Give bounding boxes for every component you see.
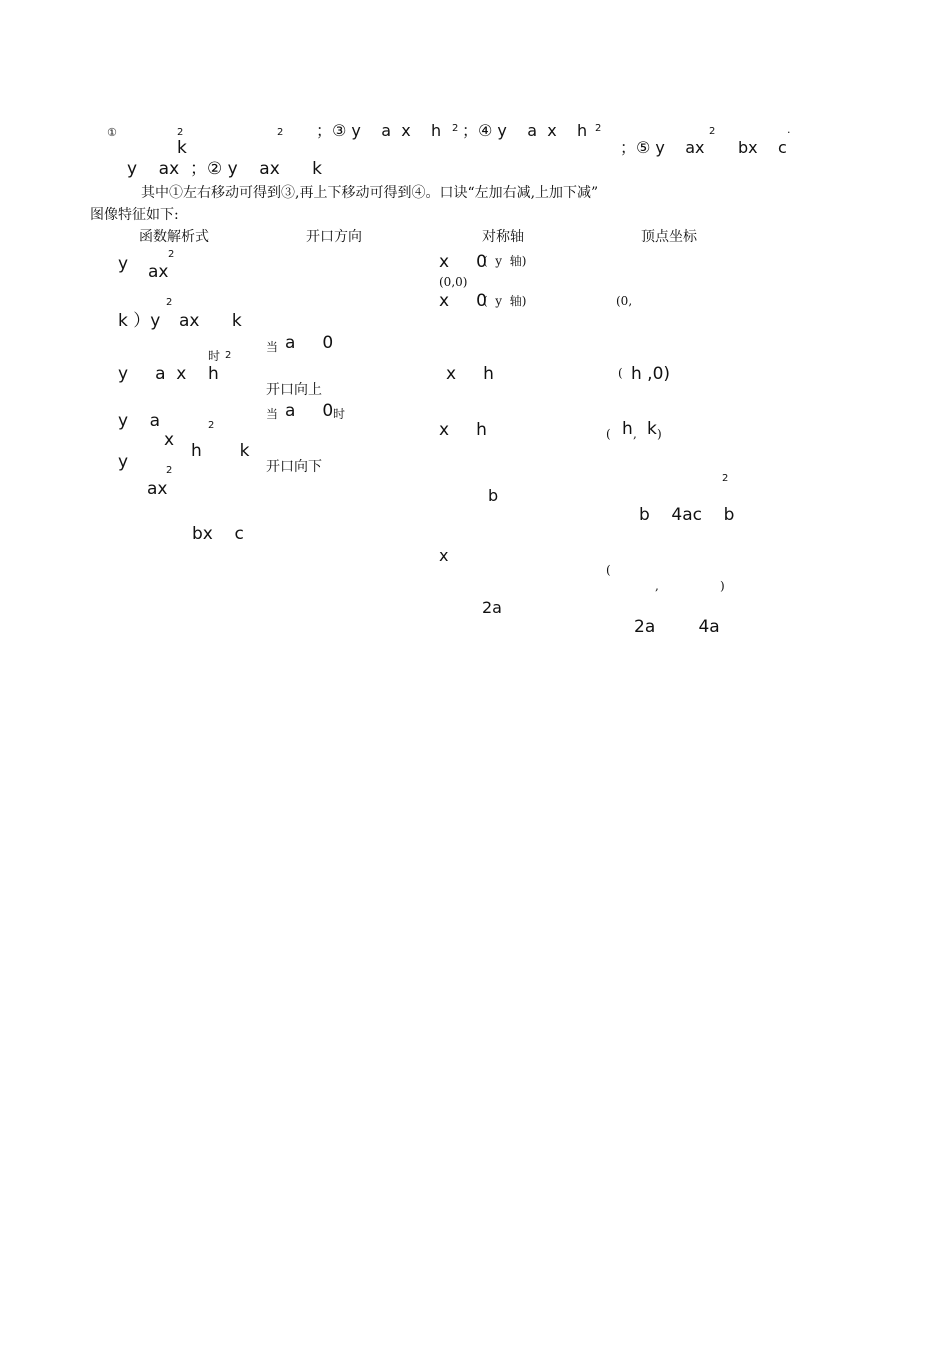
superscript: 2: [166, 297, 173, 308]
open-up: 开口向上: [266, 382, 322, 398]
r1-y: y: [118, 254, 129, 274]
open-shi: 时: [333, 407, 346, 421]
vertex-paren-close: ): [720, 579, 725, 593]
vertex-0-k: (0,: [616, 294, 633, 308]
r5-bx-c: bx c: [192, 524, 244, 544]
superscript: 2: [277, 127, 284, 138]
formula-4: ；④ y a x h: [462, 121, 588, 140]
vertex-hk-comma: ,: [633, 427, 637, 441]
r4-x: x: [164, 430, 175, 450]
axis-y-axis-2: ( y 轴): [483, 294, 527, 308]
superscript: 2: [168, 249, 175, 260]
vertex-origin: (0,0): [439, 275, 468, 289]
formula-5-tail: bx c: [738, 138, 787, 157]
open-a-lt-0: a 0: [285, 401, 334, 421]
features-label: 图像特征如下:: [90, 207, 179, 223]
axis-x-h-2: x h: [439, 420, 487, 440]
header-vertex: 顶点坐标: [641, 229, 697, 245]
superscript: 2: [177, 127, 184, 138]
formula-3: ；③ y a x h: [316, 121, 442, 140]
vertex-numerator: b 4ac b: [639, 505, 735, 525]
axis-x0-2: x 0: [439, 291, 487, 311]
superscript: 2: [452, 123, 459, 134]
formula-5: ；⑤ y ax: [620, 138, 705, 157]
open-dang-1: 当: [266, 340, 279, 354]
period: .: [787, 123, 791, 136]
axis-x: x: [439, 546, 449, 565]
note-text: 其中①左右移动可得到③,再上下移动可得到④。口诀“左加右减,上加下减”: [141, 185, 599, 201]
superscript: 2: [225, 350, 232, 361]
r5-ax: ax: [147, 479, 168, 499]
header-formula: 函数解析式: [139, 229, 209, 245]
r4-h-k: h k: [191, 441, 250, 461]
formula-1-2: y ax ；② y ax k: [127, 159, 323, 179]
header-axis: 对称轴: [482, 229, 524, 245]
superscript: 2: [722, 473, 729, 484]
open-dang-2: 当: [266, 407, 279, 421]
axis-x-h-1: x h: [446, 364, 494, 384]
axis-y-axis-1: ( y 轴): [483, 254, 527, 268]
vertex-hk-k: k: [647, 419, 657, 439]
r5-y: y: [118, 452, 129, 472]
vertex-h0-open: (: [618, 366, 623, 380]
r3-formula: y a x h: [118, 364, 219, 384]
vertex-hk-h: h: [622, 419, 633, 439]
vertex-paren-open: (: [606, 563, 611, 577]
open-a-gt-0: a 0: [285, 333, 334, 353]
r1-ax: ax: [148, 262, 169, 282]
circled-one: ①: [107, 126, 117, 139]
formula-k: k: [177, 138, 187, 158]
superscript: 2: [709, 126, 716, 137]
r3-shi: 时: [208, 349, 221, 363]
vertex-hk-close: ): [657, 427, 662, 441]
open-down: 开口向下: [266, 459, 322, 475]
superscript: 2: [166, 465, 173, 476]
axis-x0-1: x 0: [439, 252, 487, 272]
vertex-h-0: h ,0): [631, 364, 671, 384]
vertex-denominator: 2a 4a: [634, 617, 720, 637]
r4-y-a: y a: [118, 411, 161, 431]
superscript: 2: [595, 123, 602, 134]
superscript: 2: [208, 420, 215, 431]
vertex-comma: ,: [655, 579, 659, 593]
r2-k-y: k ）y: [118, 311, 161, 331]
vertex-hk-open: (: [606, 427, 611, 441]
axis-2a: 2a: [482, 598, 502, 617]
header-opening: 开口方向: [306, 229, 362, 245]
r2-ax-k: ax k: [179, 311, 242, 331]
axis-b: b: [488, 486, 499, 505]
